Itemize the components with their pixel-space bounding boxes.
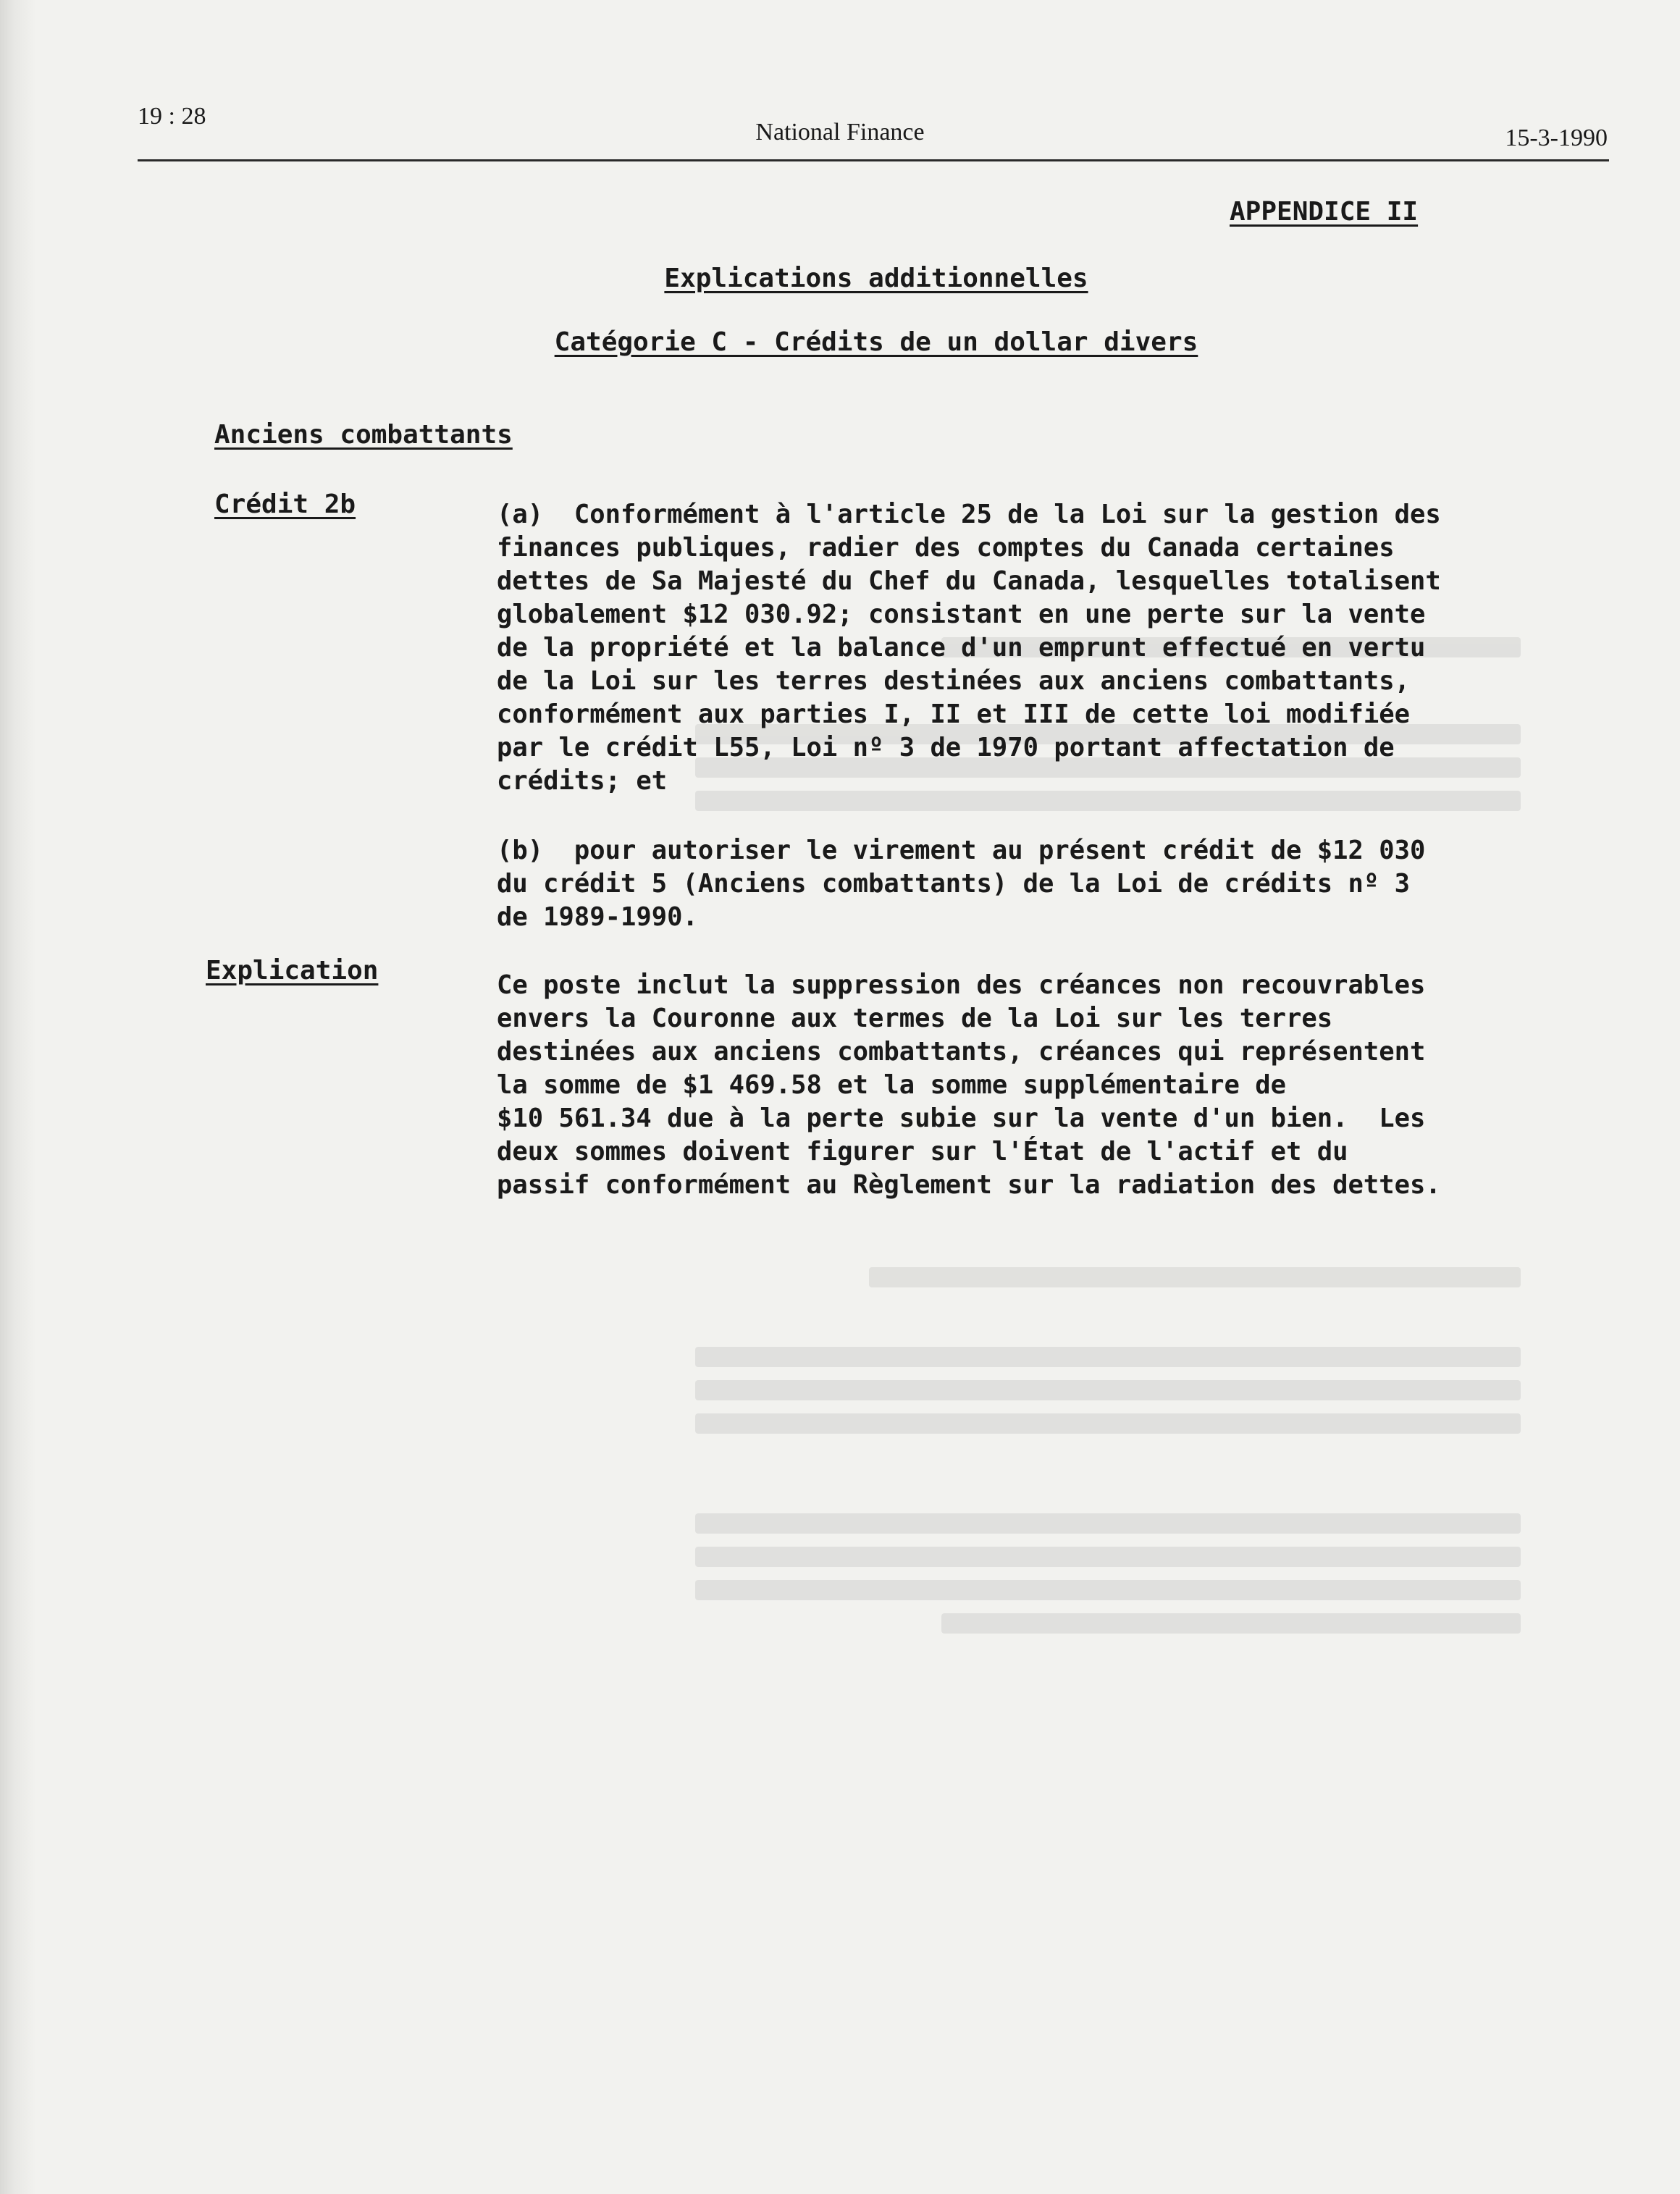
- appendix-title: APPENDICE II: [1230, 197, 1419, 227]
- header-date: 15-3-1990: [1505, 125, 1608, 151]
- credit-label: Crédit 2b: [214, 489, 356, 519]
- header-rule: [138, 159, 1609, 161]
- category-title: Catégorie C - Crédits de un dollar divers: [554, 327, 1198, 357]
- explanation-label: Explication: [206, 956, 379, 985]
- page-number: 19 : 28: [138, 103, 206, 130]
- explanation-paragraph: Ce poste inclut la suppression des créances non recouvrables envers la Couronne aux termes de la Loi sur les terres destinées aux anciens combattants, créances qui représentent la somme de $1 469.58 et la somme supplémentaire de $10 561.34 due à la perte subie sur la vente d'un bien. Les deux sommes doivent figurer sur l'État de l'actif et du passif conformément au Règlement sur la radiation des dettes.: [497, 970, 1441, 1200]
- section-heading: Anciens combattants: [214, 420, 513, 450]
- credit-paragraph-b: (b) pour autoriser le virement au présent crédit de $12 030 du crédit 5 (Anciens combattants) de la Loi de crédits nº 3 de 1989-1990.: [497, 836, 1426, 932]
- publication-title: National Finance: [755, 119, 925, 146]
- credit-paragraph-a: (a) Conformément à l'article 25 de la Loi sur la gestion des finances publiques, radier des comptes du Canada certaines dettes de Sa Majesté du Chef du Canada, lesquelles totalisent globalement $12 030.92; consistant en une perte sur la vente de la propriété et la balance d'un emprunt effectué en vertu de la Loi sur les terres destinées aux anciens combattants, conformément aux parties I, II et III de cette loi modifiée par le crédit L55, Loi nº 3 de 1970 portant affectation de crédits; et: [497, 500, 1441, 796]
- document-title: Explications additionnelles: [664, 264, 1088, 293]
